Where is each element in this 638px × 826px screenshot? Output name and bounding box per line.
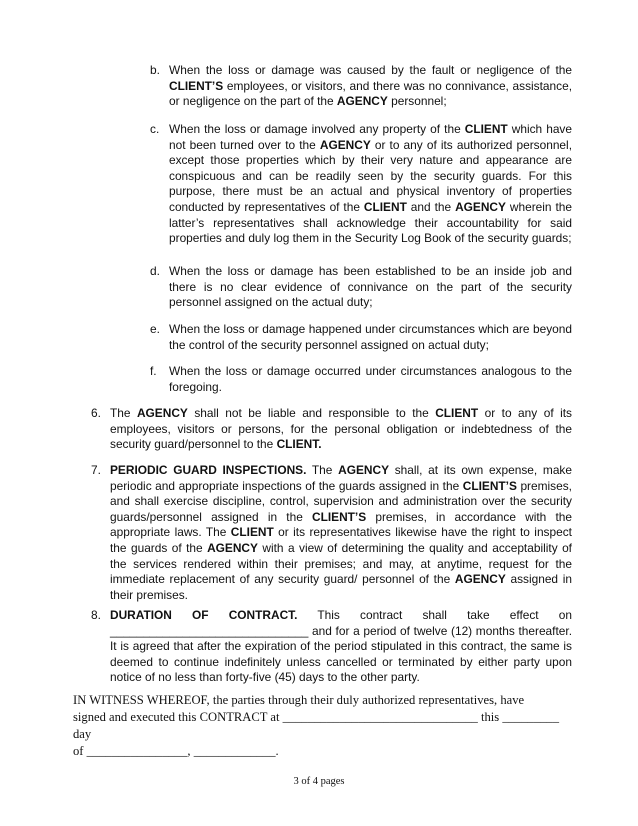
clause-f (150, 364, 572, 395)
witness-line-1: IN WITNESS WHEREOF, the parties through their duly authorized representatives, have (73, 693, 525, 707)
clause-b-text: When the loss or damage was caused by the fault or negligence of the CLIENT’S employees, or visitors, and there was no connivance, assistance, or negligence on the part of the AGENCY personnel; (169, 63, 572, 109)
clause-c (150, 122, 572, 247)
section-8 (91, 608, 572, 686)
section-8-heading: DURATION OF CONTRACT. (110, 608, 298, 622)
clause-e (150, 322, 572, 353)
clause-e-label: e. (150, 322, 160, 336)
clause-b-label: b. (150, 63, 160, 77)
place-blank: _______________________________ (282, 710, 478, 724)
page-number: 3 of 4 pages (293, 776, 345, 787)
witness-line-3: of ________________, _____________. (73, 744, 279, 758)
clause-d-label: d. (150, 264, 160, 278)
section-7-heading: PERIODIC GUARD INSPECTIONS. (110, 463, 307, 477)
clause-b (150, 63, 572, 110)
clause-d (150, 264, 572, 311)
clause-e-text: When the loss or damage happened under circumstances which are beyond the control of the security personnel assigned on actual duty; (169, 322, 572, 352)
section-6 (91, 406, 572, 453)
clause-c-text: When the loss or damage involved any property of the CLIENT which have not been turned over to the AGENCY or to any of its authorized personnel, except those properties which by their very nature and appearance are conspicuous and can be readily seen by the security guards. For this purpose, there must be an actual and physical inventory of properties conducted by representatives of the CLIENT and the AGENCY wherein the latter’s representatives shall acknowledge their accountability for said properties and duly log them in the Security Log Book of the security guards; (169, 122, 572, 246)
section-6-text: The AGENCY shall not be liable and responsible to the CLIENT or to any of its employees, visitors or persons, for the personal obligation or indebtedness of the security guard/personnel to the CLIENT. (110, 406, 572, 452)
month-blank: ________________ (86, 744, 188, 758)
section-8-label: 8. (91, 608, 101, 622)
section-7-label: 7. (91, 463, 101, 477)
witness-clause (73, 692, 573, 760)
section-6-label: 6. (91, 406, 101, 420)
clause-f-label: f. (150, 364, 157, 378)
year-blank: _____________ (193, 744, 276, 758)
section-7 (91, 463, 572, 603)
witness-line-2: signed and executed this CONTRACT at _______________________________ this _________ day (73, 710, 560, 741)
clause-f-text: When the loss or damage occurred under circumstances analogous to the foregoing. (169, 364, 572, 394)
section-7-text: PERIODIC GUARD INSPECTIONS. The AGENCY shall, at its own expense, make periodic and appropriate inspections of the guards assigned in the CLIENT’S premises, and shall exercise discipline, control, supervision and administration over the security guards/personnel assigned in the CLIENT’S premises, in accordance with the appropriate laws. The CLIENT or its representatives likewise have the right to inspect the guards of the AGENCY with a view of determining the quality and acceptability of the services rendered within their premises; and may, at anytime, request for the immediate replacement of any security guard/ personnel of the AGENCY assigned in their premises. (110, 463, 572, 602)
clause-c-label: c. (150, 122, 160, 136)
day-blank: _________ (502, 710, 560, 724)
effective-date-blank: ______________________________ (110, 623, 309, 638)
clause-d-text: When the loss or damage has been established to be an inside job and there is no clear evidence of connivance on the part of the security personnel assigned on the actual duty; (169, 264, 572, 310)
section-8-text: DURATION OF CONTRACT. This contract shall take effect on ______________________________ and for a period of twelve (12) months thereafter. It is agreed that after the expiration of the period stipulated in this contract, the same is deemed to continue indefinitely unless cancelled or terminated by either party upon notice of no less than forty-five (45) days to the other party. (110, 608, 573, 685)
